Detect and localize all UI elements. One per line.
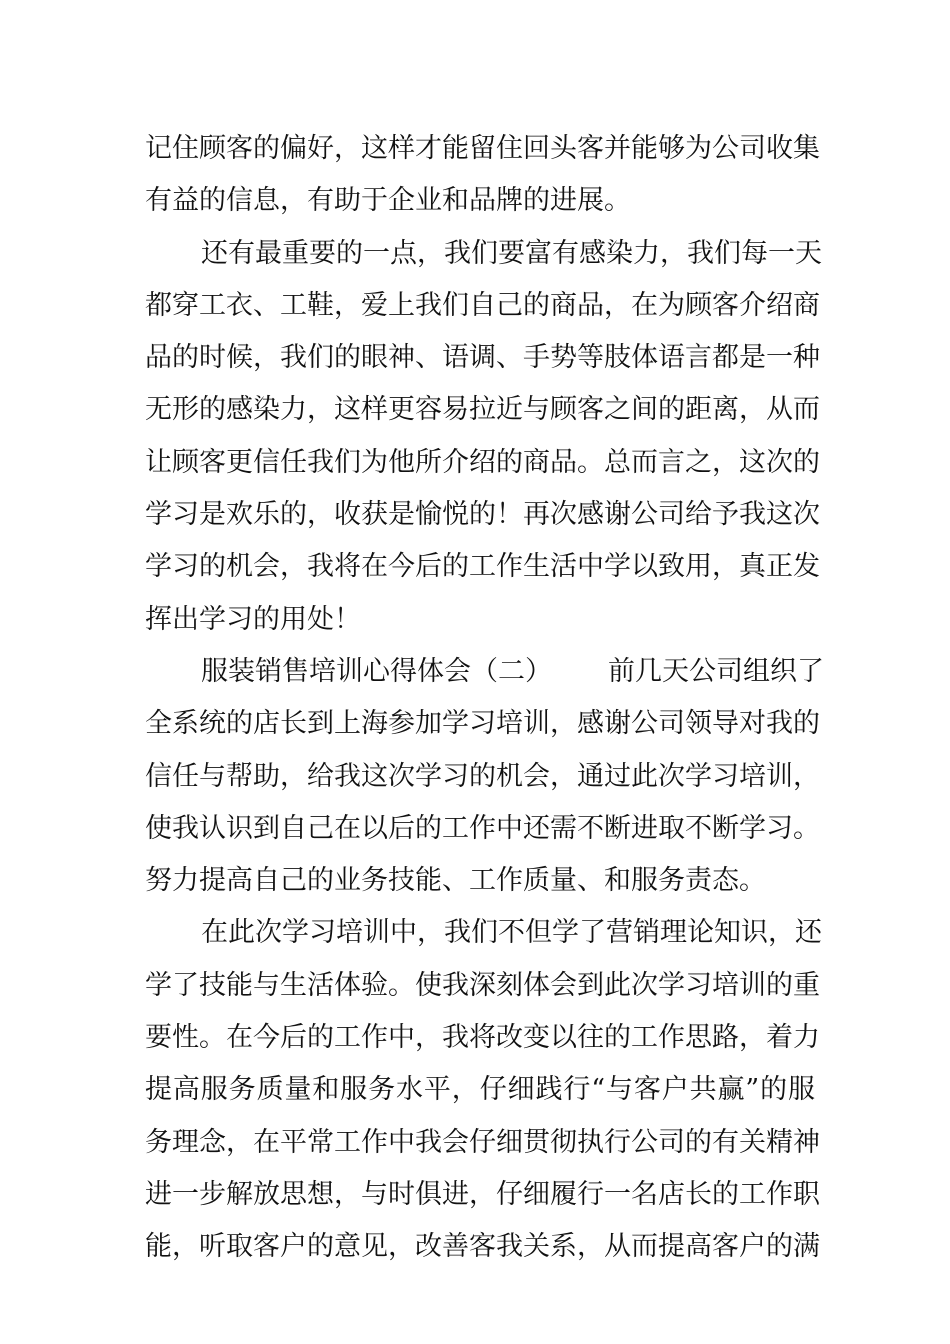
text-line: 要性。在今后的工作中，我将改变以往的工作思路，着力 bbox=[145, 1022, 820, 1054]
text-line: 品的时候，我们的眼神、语调、手势等肢体语言都是一种 bbox=[145, 342, 820, 374]
text-line: 让顾客更信任我们为他所介绍的商品。总而言之，这次的 bbox=[145, 446, 820, 478]
text-line: 还有最重要的一点，我们要富有感染力，我们每一天 bbox=[201, 237, 822, 269]
text-line: 挥出学习的用处！ bbox=[145, 603, 361, 635]
text-line: 提高服务质量和服务水平，仔细践行“与客户共赢”的服 bbox=[145, 1074, 815, 1106]
text-line: 能，听取客户的意见，改善客我关系，从而提高客户的满 bbox=[145, 1231, 820, 1263]
text-line: 都穿工衣、工鞋，爱上我们自己的商品，在为顾客介绍商 bbox=[145, 289, 820, 321]
text-line: 全系统的店长到上海参加学习培训，感谢公司领导对我的 bbox=[145, 708, 820, 740]
text-line: 信任与帮助，给我这次学习的机会，通过此次学习培训， bbox=[145, 760, 820, 792]
text-line: 努力提高自己的业务技能、工作质量、和服务责态。 bbox=[145, 865, 766, 897]
text-line: 使我认识到自己在以后的工作中还需不断进取不断学习。 bbox=[145, 812, 820, 844]
text-line: 无形的感染力，这样更容易拉近与顾客之间的距离，从而 bbox=[145, 394, 820, 426]
text-line: 记住顾客的偏好，这样才能留住回头客并能够为公司收集 bbox=[145, 133, 820, 164]
text-line: 学习的机会，我将在今后的工作生活中学以致用，真正发 bbox=[145, 551, 820, 583]
text-line: 进一步解放思想，与时俱进，仔细履行一名店长的工作职 bbox=[145, 1178, 820, 1210]
section-heading-line bbox=[145, 646, 824, 698]
text-line: 务理念，在平常工作中我会仔细贯彻执行公司的有关精神 bbox=[145, 1126, 820, 1158]
text-line: 学习是欢乐的，收获是愉悦的！再次感谢公司给予我这次 bbox=[145, 499, 820, 531]
document-body bbox=[145, 123, 824, 1274]
text-line: 有益的信息，有助于企业和品牌的进展。 bbox=[145, 185, 631, 217]
text-span: 前几天公司组织了 bbox=[608, 655, 824, 687]
text-line: 学了技能与生活体验。使我深刻体会到此次学习培训的重 bbox=[145, 969, 820, 1001]
section-heading: 服装销售培训心得体会（二） bbox=[201, 655, 552, 687]
text-line: 在此次学习培训中，我们不但学了营销理论知识，还 bbox=[201, 917, 822, 949]
